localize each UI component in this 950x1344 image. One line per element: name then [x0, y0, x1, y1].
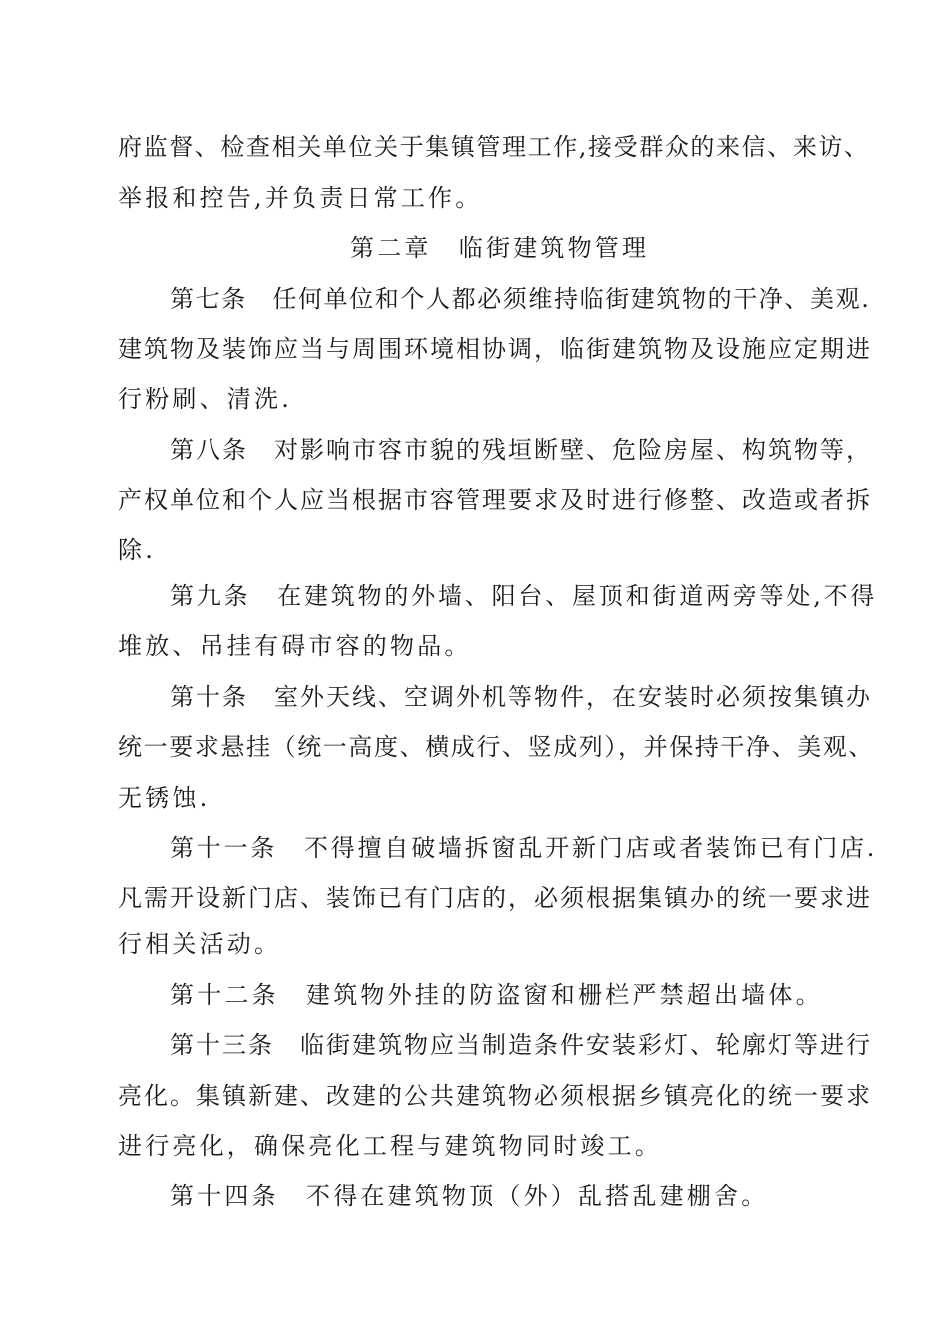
text-line: 无锈蚀.	[118, 784, 211, 812]
article-7-line: 第七条 任何单位和个人都必须维持临街建筑物的干净、美观.	[170, 285, 871, 313]
text-line: 建筑物及装饰应当与周围环境相协调，临街建筑物及设施应定期进	[118, 335, 872, 363]
text-line: 亮化。集镇新建、改建的公共建筑物必须根据乡镇亮化的统一要求	[118, 1082, 872, 1110]
text-line: 府监督、检查相关单位关于集镇管理工作,接受群众的来信、来访、	[118, 133, 870, 161]
article-13-line: 第十三条 临街建筑物应当制造条件安装彩灯、轮廓灯等进行	[170, 1031, 872, 1059]
article-14-line: 第十四条 不得在建筑物顶（外）乱搭乱建棚舍。	[170, 1182, 769, 1210]
text-line: 产权单位和个人应当根据市容管理要求及时进行修整、改造或者拆	[118, 486, 872, 514]
article-8-line: 第八条 对影响市容市貌的残垣断壁、危险房屋、构筑物等，	[170, 436, 872, 464]
article-11-line: 第十一条 不得擅自破墙拆窗乱开新门店或者装饰已有门店.	[170, 834, 878, 862]
article-10-line: 第十条 室外天线、空调外机等物件，在安装时必须按集镇办	[170, 683, 872, 711]
text-line: 行相关活动。	[118, 930, 282, 958]
text-line: 行粉刷、清洗.	[118, 385, 293, 413]
article-12-line: 第十二条 建筑物外挂的防盗窗和栅栏严禁超出墙体。	[170, 981, 823, 1009]
text-line: 堆放、吊挂有碍市容的物品。	[118, 632, 472, 660]
text-line: 除.	[118, 536, 157, 564]
text-line: 凡需开设新门店、装饰已有门店的，必须根据集镇办的统一要求进	[118, 884, 872, 912]
chapter-heading: 第二章 临街建筑物管理	[350, 234, 650, 262]
article-9-line: 第九条 在建筑物的外墙、阳台、屋顶和街道两旁等处,不得	[170, 582, 878, 610]
text-line: 统一要求悬挂（统一高度、横成行、竖成列），并保持干净、美观、	[118, 733, 874, 761]
text-line: 进行亮化，确保亮化工程与建筑物同时竣工。	[118, 1132, 662, 1160]
text-line: 举报和控告,并负责日常工作。	[118, 184, 483, 212]
